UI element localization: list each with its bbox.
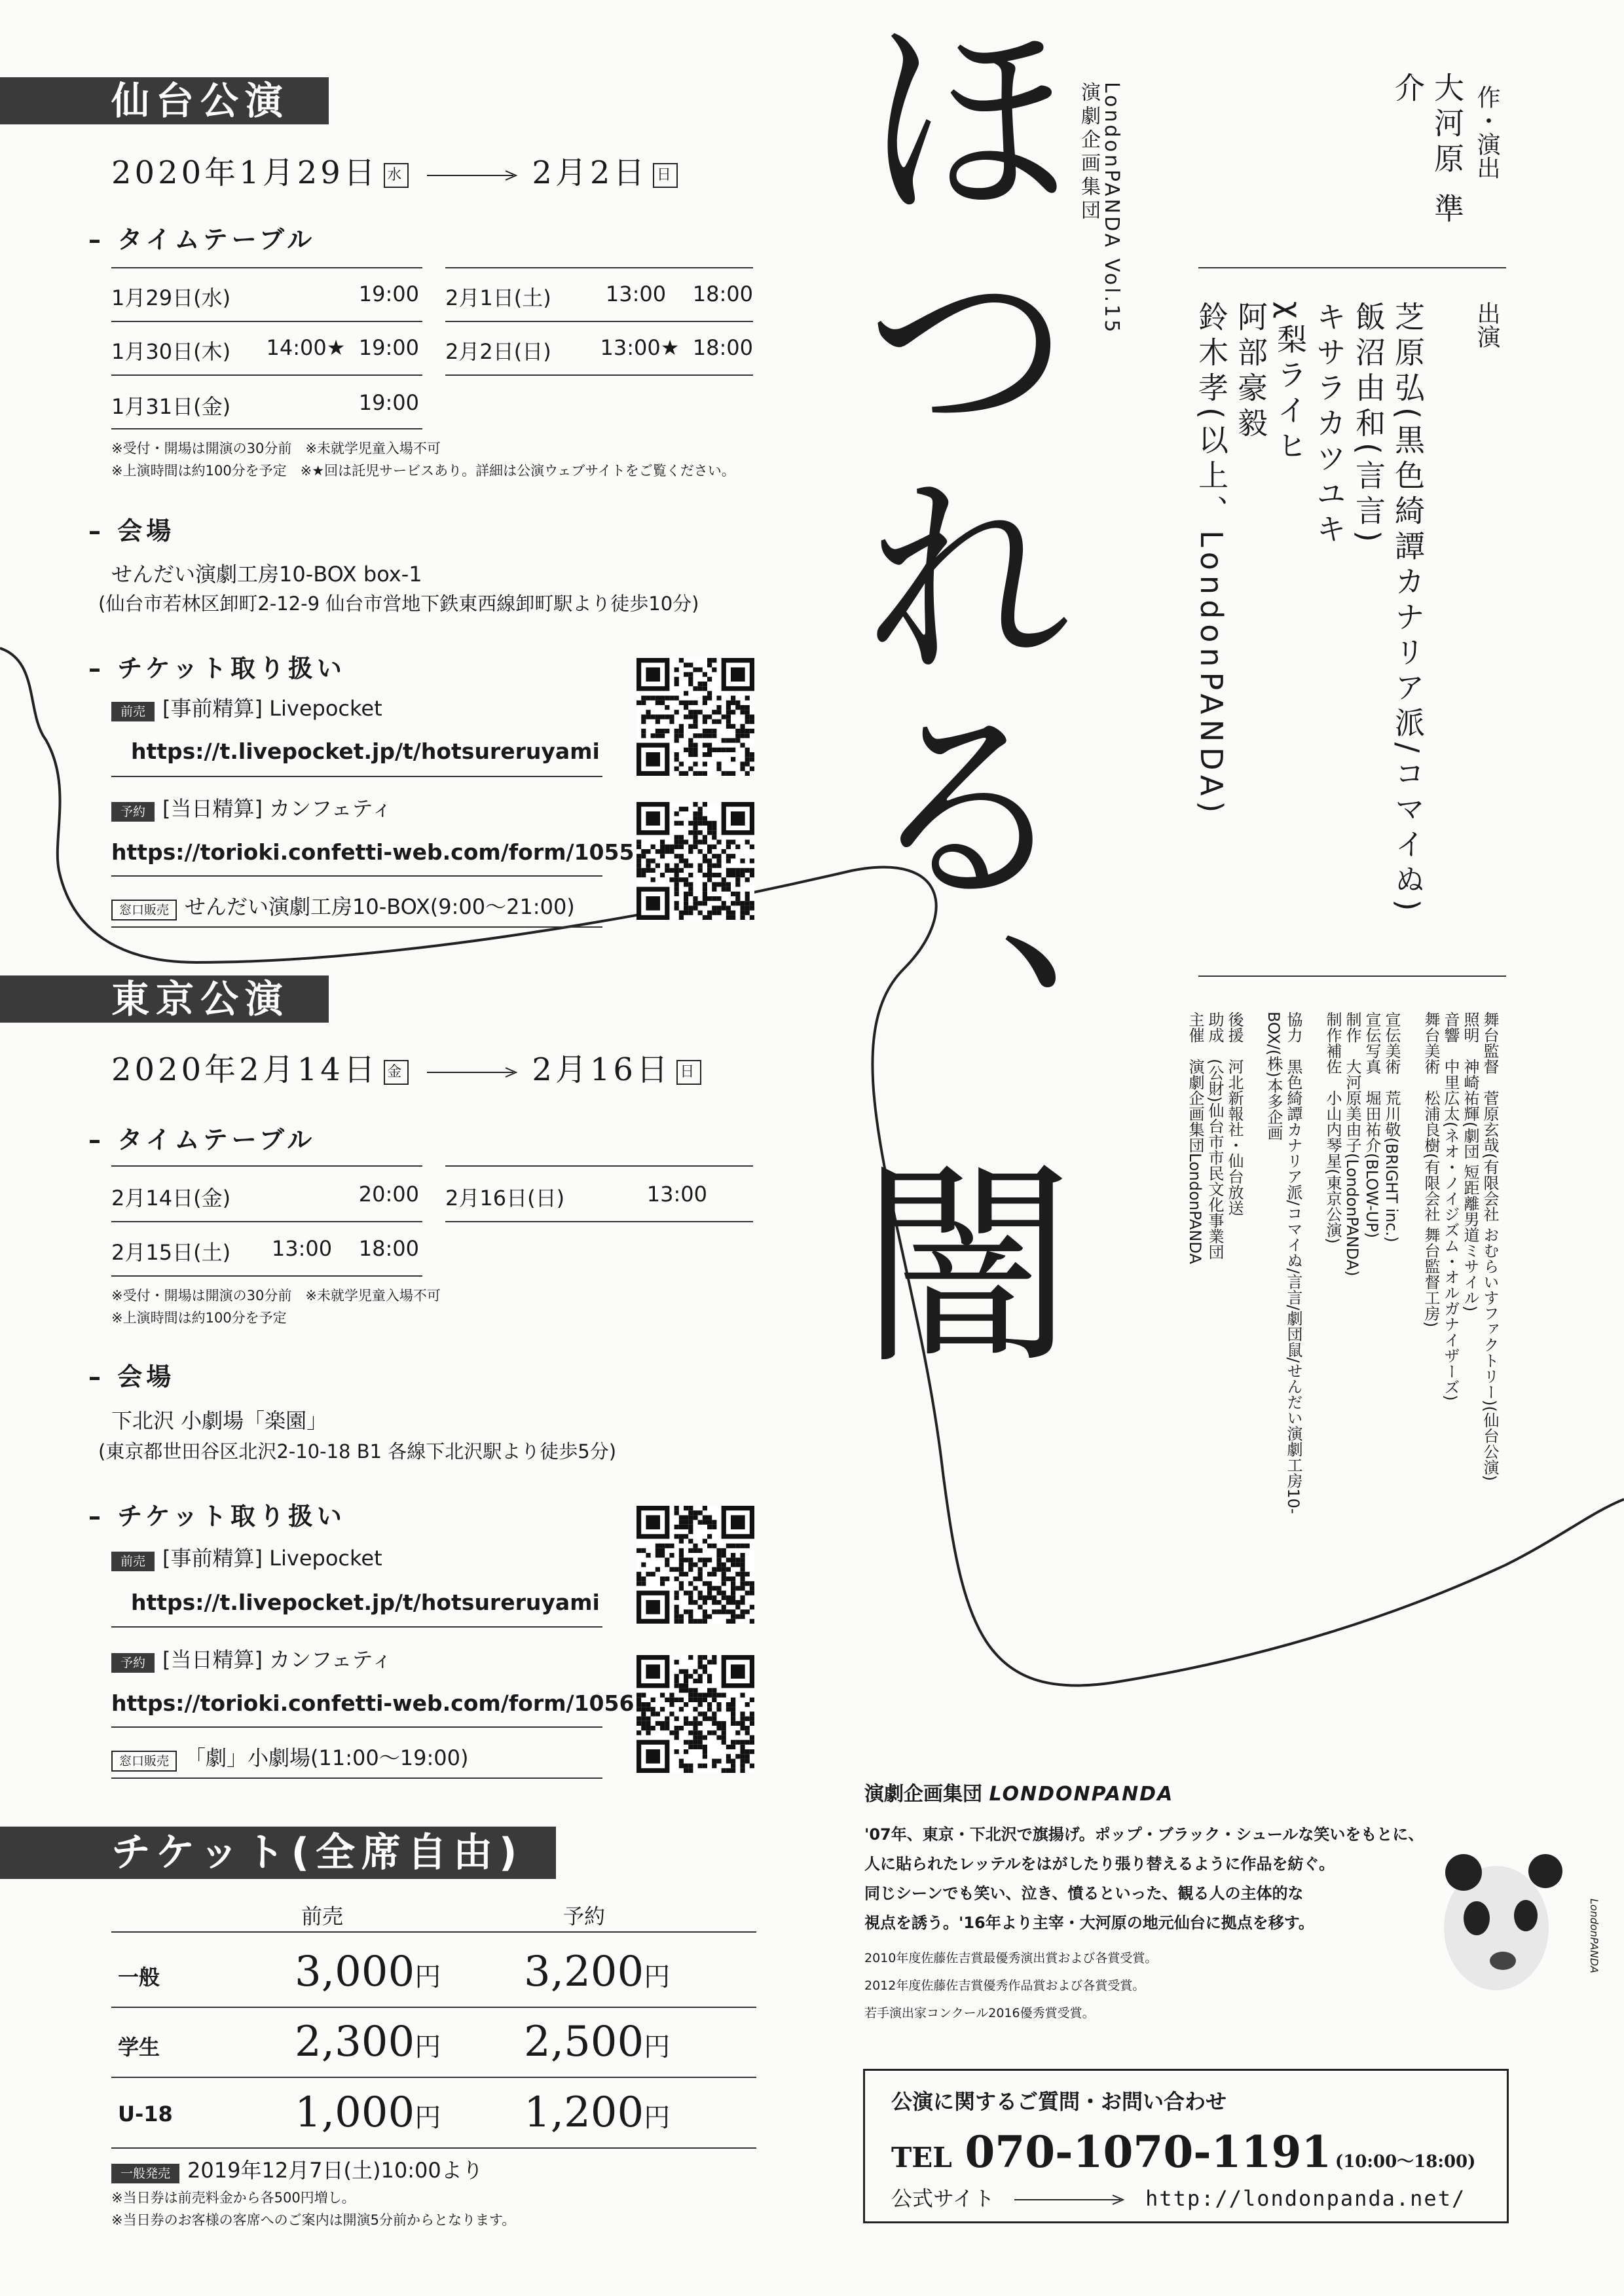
site-url-link[interactable]: http://londonpanda.net/	[1145, 2186, 1466, 2211]
sendai-venue-heading: – 会場	[88, 517, 175, 545]
price-row: 学生 2,300円 2,500円	[118, 2018, 671, 2066]
price-row: U-18 1,000円 1,200円	[118, 2088, 671, 2137]
contact-box	[863, 2069, 1509, 2223]
divider	[1198, 975, 1506, 977]
tokyo-ticket-advance: 前売 [事前精算] Livepocket	[111, 1542, 382, 1572]
sendai-title: 仙台公演	[111, 79, 290, 123]
divider	[111, 374, 422, 376]
contact-phone[interactable]: TEL 070-1070-1191 (10:00〜18:00)	[891, 2126, 1476, 2178]
tokyo-confetti-link[interactable]: https://torioki.confetti-web.com/form/1056	[111, 1690, 635, 1716]
title-calligraphy: ほつれる、闇	[824, 7, 1075, 1381]
tokyo-dow-start: 金	[384, 1060, 409, 1085]
sendai-venue-address: (仙台市若林区卸町2-12-9 仙台市営地下鉄東西線卸町駅より徒歩10分)	[98, 592, 699, 615]
qr-code-icon[interactable]	[637, 802, 754, 920]
tokyo-notes: ※受付・開場は開演の30分前 ※未就学児童入場不可 ※上演時間は約100分を予定	[111, 1288, 441, 1326]
divider	[111, 2007, 756, 2008]
general-sale: 一般発売 2019年12月7日(土)10:00より	[111, 2154, 483, 2184]
about-awards: 2010年度佐藤佐吉賞最優秀演出賞および各賞受賞。 2012年度佐藤佐吉賞優秀作品賞および各賞受賞。 若手演出家コンクール2016優秀賞受賞。	[864, 1951, 1158, 2020]
timetable-row: 1月31日(金) 19:00	[111, 390, 419, 419]
tokyo-date-start: 2020年2月14日	[111, 1051, 378, 1088]
about-heading: 演劇企画集団 LONDONPANDA	[864, 1783, 1174, 1806]
qr-code-icon[interactable]	[637, 658, 754, 776]
tokyo-ticket-heading: – チケット取り扱い	[88, 1502, 346, 1531]
sendai-window-sales: 窓口販売 せんだい演劇工房10-BOX(9:00〜21:00)	[111, 890, 575, 920]
tokyo-ticket-reserve: 予約 [当日精算] カンフェティ	[111, 1643, 392, 1673]
company-vertical: 演劇企画集団	[1077, 82, 1100, 223]
divider	[111, 1165, 422, 1167]
timetable-row: 2月14日(金) 20:00	[111, 1182, 419, 1211]
tokyo-livepocket-link[interactable]: https://t.livepocket.jp/t/hotsureruyami	[131, 1590, 600, 1615]
sendai-dow-start: 水	[384, 163, 409, 188]
tokyo-window-sales: 窓口販売 「劇」小劇場(11:00〜19:00)	[111, 1741, 468, 1772]
timetable-row: 2月2日(日) 13:00★ 18:00	[445, 335, 753, 364]
sendai-date-start: 2020年1月29日	[111, 155, 378, 191]
timetable-row: 2月16日(日) 13:00	[445, 1182, 707, 1211]
sendai-confetti-link[interactable]: https://torioki.confetti-web.com/form/1055	[111, 839, 635, 865]
divider	[111, 1275, 422, 1277]
divider	[111, 1726, 602, 1728]
arrow-icon	[427, 169, 519, 182]
divider	[445, 267, 753, 268]
divider	[445, 1221, 753, 1222]
divider	[111, 776, 602, 777]
divider	[445, 321, 753, 322]
divider	[111, 1777, 602, 1779]
tokyo-venue-address: (東京都世田谷区北沢2-10-18 B1 各線下北沢駅より徒歩5分)	[98, 1440, 617, 1463]
divider	[445, 374, 753, 376]
series-vertical: LondonPANDA Vol.15	[1100, 82, 1123, 335]
divider	[111, 267, 422, 268]
londonpanda-logo: LONDONPANDA	[989, 1783, 1174, 1806]
sendai-date-range	[111, 147, 683, 192]
prices-title: チケット(全席自由)	[111, 1830, 524, 1876]
divider	[445, 1165, 753, 1167]
tokyo-date-range	[111, 1044, 707, 1089]
prices-title-bar	[0, 1827, 556, 1879]
sendai-dow-end: 日	[653, 163, 678, 188]
arrow-icon	[427, 1066, 519, 1079]
divider	[111, 1931, 756, 1933]
sendai-notes: ※受付・開場は開演の30分前 ※未就学児童入場不可 ※上演時間は約100分を予定 ※★回は託児サービスあり。詳細は公演ウェブサイトをご覧ください。	[111, 441, 735, 479]
price-row: 一般 3,000円 3,200円	[118, 1948, 671, 1996]
cast-list: 芝原弘(黒色綺譚カナリア派/コマイぬ) 飯沼由和(言言) キサラカツユキ χ梨ライヒ 阿部豪毅 鈴木孝(以上、LondonPANDA)	[1194, 301, 1426, 917]
divider	[111, 875, 602, 877]
writer-label: 作・演出	[1473, 85, 1500, 179]
divider	[111, 926, 602, 928]
divider	[1198, 267, 1506, 268]
price-notes: ※当日券は前売料金から各500円増し。 ※当日券のお客様の客席へのご案内は開演5分前からとなります。	[111, 2190, 516, 2228]
about-text: '07年、東京・下北沢で旗揚げ。ポップ・ブラック・シュールな笑いをもとに、 人に貼られたレッテルをはがしたり張り替えるように作品を紡ぐ。 同じシーンでも笑い、泣き、憤るといった、観る人の主体的な 視点を誘う。'16年より主宰・大河原の地元仙台に拠点を移す。	[864, 1825, 1424, 1932]
sendai-ticket-heading: – チケット取り扱い	[88, 654, 346, 683]
sendai-livepocket-link[interactable]: https://t.livepocket.jp/t/hotsureruyami	[131, 738, 600, 764]
qr-code-icon[interactable]	[637, 1655, 754, 1773]
tokyo-title-bar	[0, 975, 329, 1023]
divider	[111, 1221, 422, 1222]
timetable-row: 2月15日(土) 13:00 18:00	[111, 1236, 419, 1265]
sendai-venue-name: せんだい演劇工房10-BOX box-1	[111, 562, 422, 587]
sendai-date-end: 2月2日	[532, 155, 648, 191]
sendai-ticket-reserve: 予約 [当日精算] カンフェティ	[111, 792, 392, 822]
writer-name: 大河原 準介	[1390, 72, 1465, 228]
sendai-timetable-heading: – タイムテーブル	[88, 225, 316, 254]
tokyo-dow-end: 日	[676, 1060, 701, 1085]
divider	[111, 2147, 756, 2149]
panda-label: LondonPANDA	[1588, 1899, 1600, 1973]
tokyo-date-end: 2月16日	[532, 1051, 671, 1088]
divider	[111, 428, 422, 429]
cast-label: 出演	[1473, 301, 1500, 348]
tokyo-timetable-heading: – タイムテーブル	[88, 1125, 316, 1154]
timetable-row: 1月29日(水) 19:00	[111, 282, 419, 310]
timetable-row: 1月30日(木) 14:00★ 19:00	[111, 335, 419, 364]
divider	[111, 2077, 756, 2078]
staff-list: 舞台監督 菅原玄哉(有限会社 おむらいすファクトリー)(仙台公演) 照明 神崎祐輝(劇団 短距離男道ミサイル) 音響 中里広太(ネオ・ノイジズム・オルガナイザーズ) 舞台美術 松浦良樹(有限会社 舞台監督工房) 宣伝美術 荒川敬(BRIGHT inc.) 宣伝写真 堀田祐介(BLOW-UP) 制作 大河原美由子(LondonPANDA) 制作補佐 小山内琴星(東京公演) 協力 黒色綺譚カナリア派/コマイぬ/言言/劇団鼠/せんだい演劇工房10-BOX/(株)本多企画 後援 河北新報社・仙台放送 助成 (公財)仙台市市民文化事業団 主催 演劇企画集団LondonPANDA	[1186, 1011, 1499, 1514]
contact-heading: 公演に関するご質問・お問い合わせ	[891, 2089, 1227, 2114]
timetable-row: 2月1日(土) 13:00 18:00	[445, 282, 753, 310]
panda-icon	[1434, 1846, 1565, 1997]
tokyo-title: 東京公演	[111, 977, 290, 1021]
col-advance: 前売	[301, 1904, 344, 1929]
tokyo-venue-heading: – 会場	[88, 1362, 175, 1391]
contact-site: 公式サイト http://londonpanda.net/	[891, 2186, 1466, 2211]
arrow-icon	[1014, 2193, 1126, 2206]
sendai-title-bar	[0, 77, 329, 124]
divider	[111, 321, 422, 322]
divider	[111, 1626, 602, 1628]
sendai-ticket-advance: 前売 [事前精算] Livepocket	[111, 692, 382, 722]
qr-code-icon[interactable]	[637, 1506, 754, 1624]
tokyo-venue-name: 下北沢 小劇場「楽園」	[111, 1408, 328, 1433]
col-reserve: 予約	[563, 1904, 606, 1929]
